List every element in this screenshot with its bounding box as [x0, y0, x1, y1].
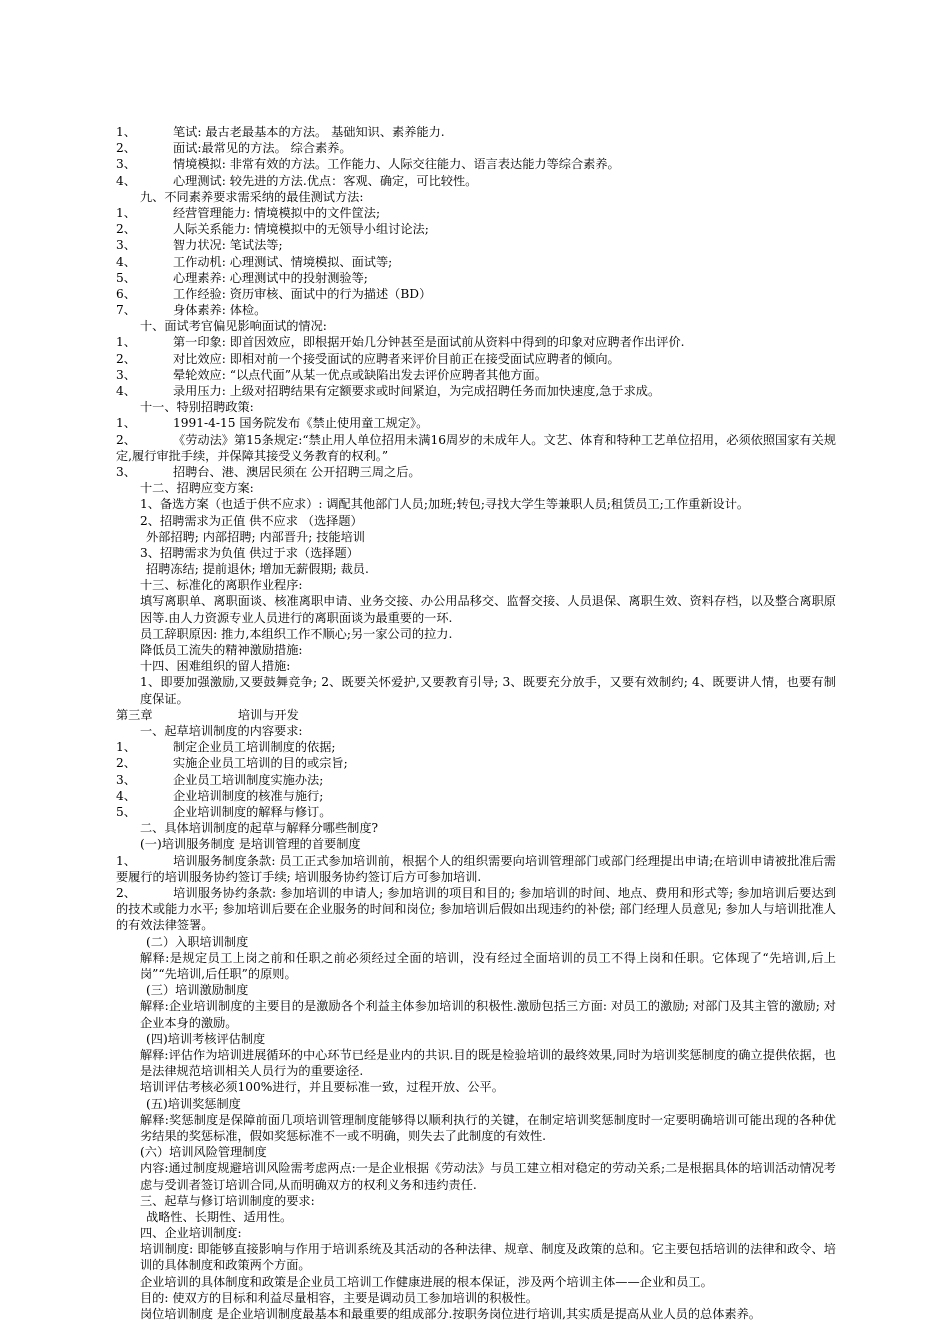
- item-number: 2、: [116, 351, 136, 366]
- text-line: [116, 351, 836, 367]
- text-line: [116, 496, 836, 512]
- item-number: 3、: [116, 238, 136, 253]
- line-text: 实施企业员工培训的目的或宗旨;: [173, 756, 348, 771]
- line-text: 招聘台、港、澳居民须在 公开招聘三周之后。: [173, 464, 421, 479]
- line-text: 人际关系能力: 情境模拟中的无领导小组讨论法;: [173, 222, 429, 237]
- text-line: [116, 1031, 836, 1047]
- text-line: [116, 237, 836, 253]
- text-line: [116, 367, 836, 383]
- line-text: 录用压力: 上级对招聘结果有定额要求或时间紧迫，为完成招聘任务而加快速度,急于求成。: [173, 384, 661, 398]
- text-line: [116, 1241, 836, 1273]
- text-line: [116, 415, 836, 431]
- item-number: 1、: [116, 125, 136, 139]
- text-line: [116, 545, 836, 561]
- text-line: [116, 723, 836, 739]
- text-line: [116, 1096, 836, 1112]
- item-number: 2、: [116, 756, 136, 771]
- line-text: 1、备选方案（也适于供不应求）: 调配其他部门人员;加班;转包;寻找大学生等兼职人员;租赁员工;工作重新设计。: [140, 497, 750, 512]
- text-line: [116, 772, 836, 788]
- text-line: [116, 804, 836, 820]
- line-text: 工作动机: 心理测试、情境模拟、面试等;: [173, 254, 393, 269]
- line-text: 身体素养: 体检。: [173, 303, 267, 318]
- line-text: 1、即要加强激励,又要鼓舞竞争; 2、既要关怀爱护,又要教育引导; 3、既要充分放手，又要有效制约; 4、既要讲人情，也要有制度保证。: [140, 675, 836, 706]
- line-text: 3、招聘需求为负值 供过于求（选择题）: [140, 545, 359, 560]
- text-line: [116, 885, 836, 934]
- line-text: 第一印象: 即首因效应，即根据开始几分钟甚至是面试前从资料中得到的印象对应聘者作出评价.: [173, 335, 685, 350]
- text-line: [116, 286, 836, 302]
- text-line: [116, 836, 836, 852]
- item-number: 5、: [116, 270, 136, 285]
- text-line: [116, 480, 836, 496]
- text-line: [116, 982, 836, 998]
- text-line: [116, 173, 836, 189]
- line-text: 培训服务协约条款: 参加培训的申请人; 参加培训的项目和目的; 参加培训的时间、地点、费用和形式等; 参加培训后要达到的技术或能力水平; 参加培训后要在企业服务的时间和岗位; 参加培训后假如出现违约的补偿; 部门经理人员意见; 参加人与培训批准人的有效法律签署。: [116, 885, 836, 933]
- text-line: [116, 998, 836, 1030]
- line-text: 晕轮效应: “以点代面”从某一优点或缺陷出发去评价应聘者其他方面。: [173, 367, 547, 382]
- item-number: 3、: [116, 367, 136, 382]
- text-line: [116, 755, 836, 771]
- item-number: 1、: [116, 416, 136, 431]
- line-text: 制定企业员工培训制度的依据;: [173, 740, 336, 755]
- line-text: 1991-4-15 国务院发布《禁止使用童工规定》。: [173, 416, 429, 431]
- line-text: (二）入职培训制度: [146, 934, 249, 949]
- line-text: 对比效应: 即相对前一个接受面试的应聘者来评价目前正在接受面试应聘者的倾向。: [173, 351, 620, 366]
- line-text: 员工辞职原因: 推力,本组织工作不顺心;另一家公司的拉力.: [140, 626, 453, 641]
- item-number: 6、: [116, 286, 136, 301]
- text-line: [116, 270, 836, 286]
- text-line: [116, 383, 836, 399]
- line-text: 企业员工培训制度实施办法;: [173, 772, 324, 787]
- line-text: 心理素养: 心理测试中的投射测验等;: [173, 270, 368, 285]
- text-line: [116, 1160, 836, 1192]
- item-number: 2、: [116, 432, 136, 447]
- line-text: 十、面试考官偏见影响面试的情况:: [140, 319, 327, 334]
- line-text: 企业培训的具体制度和政策是企业员工培训工作健康进展的根本保证，涉及两个培训主体——企业和员工。: [140, 1274, 713, 1289]
- line-text: 招聘冻结; 提前退休; 增加无薪假期; 裁员.: [146, 562, 369, 577]
- text-line: [116, 334, 836, 350]
- text-line: [116, 399, 836, 415]
- text-line: [116, 853, 836, 885]
- line-text: 填写离职单、离职面谈、核准离职申请、业务交接、办公用品移交、监督交接、人员退保、离职生效、资料存档，以及整合离职原因等.由人力资源专业人员进行的离职面谈为最重要的一环.: [140, 594, 836, 625]
- text-line: [116, 318, 836, 334]
- text-line: [116, 156, 836, 172]
- item-number: 3、: [116, 772, 136, 787]
- text-line: [116, 626, 836, 642]
- line-text: 情境模拟: 非常有效的方法。工作能力、人际交往能力、语言表达能力等综合素养。: [173, 157, 620, 172]
- line-text: 外部招聘; 内部招聘; 内部晋升; 技能培训: [146, 529, 365, 544]
- line-text: 二、具体培训制度的起草与解释分哪些制度?: [140, 821, 379, 836]
- line-text: 降低员工流失的精神激励措施:: [140, 643, 303, 658]
- line-text: (一)培训服务制度 是培训管理的首要制度: [140, 837, 361, 852]
- text-line: [116, 642, 836, 658]
- line-text: 培训评估考核必须100%进行，并且要标准一致，过程开放、公平。: [140, 1080, 504, 1095]
- line-text: 2、招聘需求为正值 供不应求 （选择题）: [140, 513, 363, 528]
- line-text: (三）培训激励制度: [146, 983, 249, 998]
- text-line: [116, 1209, 836, 1225]
- line-text: 面试:最常见的方法。 综合素养。: [173, 141, 352, 156]
- text-line: [116, 529, 836, 545]
- text-line: [116, 302, 836, 318]
- text-line: [116, 934, 836, 950]
- item-number: 1、: [116, 205, 136, 220]
- text-line: [116, 950, 836, 982]
- text-line: [116, 561, 836, 577]
- line-text: 战略性、长期性、适用性。: [146, 1209, 293, 1224]
- text-line: [116, 205, 836, 221]
- text-line: [116, 593, 836, 625]
- line-text: 十四、困难组织的留人措施:: [140, 659, 291, 674]
- document-body: [116, 124, 836, 1322]
- text-line: [116, 1112, 836, 1144]
- line-text: 解释:企业培训制度的主要目的是激励各个利益主体参加培训的积极性.激励包括三方面: 对员工的激励; 对部门及其主管的激励; 对企业本身的激励。: [140, 999, 836, 1030]
- line-text: 四、企业培训制度:: [140, 1226, 242, 1241]
- line-text: 解释:是规定员工上岗之前和任职之前必须经过全面的培训，没有经过全面培训的员工不得上岗和任职。它体现了“先培训,后上岗”“先培训,后任职”的原则。: [140, 950, 836, 981]
- text-line: [116, 1144, 836, 1160]
- line-text: 内容:通过制度规避培训风险需考虑两点:一是企业根据《劳动法》与员工建立相对稳定的劳动关系;二是根据具体的培训活动情况考虑与受训者签订培训合同,从而明确双方的权利义务和违约责任.: [140, 1161, 836, 1192]
- line-text: 智力状况: 笔试法等;: [173, 238, 283, 253]
- text-line: [116, 1047, 836, 1079]
- line-text: 企业培训制度的解释与修订。: [173, 804, 332, 819]
- line-text: 心理测试: 较先进的方法.优点：客观、确定，可比较性。: [173, 173, 478, 188]
- line-text: 工作经验: 资历审核、面试中的行为描述（BD）: [173, 286, 432, 301]
- item-number: 3、: [116, 464, 136, 479]
- text-line: [116, 820, 836, 836]
- item-number: 2、: [116, 141, 136, 156]
- text-line: [116, 1225, 836, 1241]
- item-number: 2、: [116, 222, 136, 237]
- item-number: 4、: [116, 384, 136, 398]
- line-text: 笔试: 最古老最基本的方法。 基础知识、素养能力.: [173, 125, 445, 139]
- line-text: 九、不同素养要求需采纳的最佳测试方法:: [140, 189, 364, 204]
- text-line: [116, 254, 836, 270]
- text-line: [116, 577, 836, 593]
- text-line: [116, 658, 836, 674]
- line-text: 岗位培训制度 是企业培训制度最基本和最重要的组成部分.按职务岗位进行培训,其实质是提高从业人员的总体素养。: [140, 1307, 761, 1322]
- text-line: [116, 1306, 836, 1322]
- item-number: 2、: [116, 885, 136, 900]
- text-line: [116, 674, 836, 706]
- item-number: 4、: [116, 254, 136, 269]
- text-line: [116, 1193, 836, 1209]
- item-number: 1、: [116, 740, 136, 755]
- text-line: [116, 739, 836, 755]
- item-number: 1、: [116, 853, 136, 868]
- item-number: 7、: [116, 303, 136, 318]
- text-line: [116, 1290, 836, 1306]
- line-text: 三、起草与修订培训制度的要求:: [140, 1193, 315, 1208]
- text-line: [116, 1079, 836, 1095]
- text-line: [116, 140, 836, 156]
- line-text: 培训制度: 即能够直接影响与作用于培训系统及其活动的各种法律、规章、制度及政策的总和。它主要包括培训的法律和政令、培训的具体制度和政策两个方面。: [140, 1242, 836, 1273]
- line-text: 企业培训制度的核准与施行;: [173, 788, 324, 803]
- text-line: [116, 513, 836, 529]
- line-text: 十二、招聘应变方案:: [140, 481, 254, 496]
- text-line: [116, 124, 836, 140]
- line-text: 解释:评估作为培训进展循环的中心环节已经是业内的共识.目的既是检验培训的最终效果,同时为培训奖惩制度的确立提供依据，也是法律规范培训相关人员行为的重要途径.: [140, 1047, 836, 1079]
- line-text: 培训服务制度条款: 员工正式参加培训前，根据个人的组织需要向培训管理部门或部门经理提出申请;在培训申请被批准后需要履行的培训服务协约签订手续; 培训服务协约签订后方可参加培训.: [116, 853, 836, 884]
- line-text: (四)培训考核评估制度: [146, 1031, 266, 1046]
- text-line: [116, 432, 836, 464]
- line-text: 第三章 培训与开发: [116, 707, 299, 722]
- text-line: [116, 788, 836, 804]
- text-line: [116, 1274, 836, 1290]
- line-text: 《劳动法》第15条规定:“禁止用人单位招用未满16周岁的未成年人。文艺、体育和特种工艺单位招用，必须依照国家有关规定,履行审批手续，并保障其接受义务教育的权利。”: [116, 432, 836, 463]
- line-text: 目的: 使双方的目标和利益尽量相容，主要是调动员工参加培训的积极性。: [140, 1290, 538, 1305]
- line-text: 十一、特别招聘政策:: [140, 400, 254, 415]
- text-line: [116, 221, 836, 237]
- item-number: 4、: [116, 788, 136, 803]
- item-number: 3、: [116, 157, 136, 172]
- line-text: 十三、标准化的离职作业程序:: [140, 578, 303, 593]
- text-line: [116, 707, 836, 723]
- text-line: [116, 189, 836, 205]
- item-number: 4、: [116, 173, 136, 188]
- line-text: 解释:奖惩制度是保障前面几项培训管理制度能够得以顺利执行的关键，在制定培训奖惩制度时一定要明确培训可能出现的各种优劣结果的奖惩标准，假如奖惩标准不一或不明确，则失去了此制度的有效性.: [140, 1112, 836, 1143]
- item-number: 5、: [116, 804, 136, 819]
- line-text: 一、起草培训制度的内容要求:: [140, 724, 303, 739]
- text-line: [116, 464, 836, 480]
- line-text: (六）培训风险管理制度: [140, 1145, 267, 1160]
- item-number: 1、: [116, 335, 136, 350]
- line-text: (五)培训奖惩制度: [146, 1096, 241, 1111]
- line-text: 经营管理能力: 情境模拟中的文件筐法;: [173, 205, 381, 220]
